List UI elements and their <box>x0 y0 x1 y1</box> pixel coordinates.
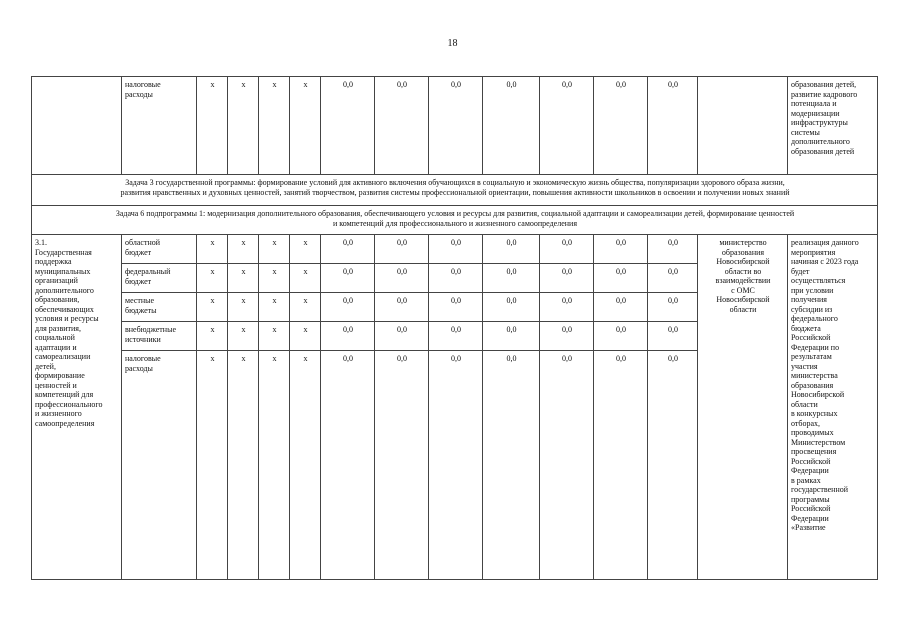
funding-source: федеральный бюджет <box>122 264 197 293</box>
x-mark: x <box>290 235 321 264</box>
value-cell: 0,0 <box>375 264 429 293</box>
x-mark: x <box>290 322 321 351</box>
task-row <box>32 175 878 206</box>
value-cell: 0,0 <box>594 235 648 264</box>
value-cell: 0,0 <box>540 77 594 175</box>
x-mark: x <box>228 322 259 351</box>
value-cell: 0,0 <box>321 322 375 351</box>
value-cell: 0,0 <box>540 322 594 351</box>
measure-name: 3.1. Государственная поддержка муниципальных организаций дополнительного образования, обеспечивающих условия и ресурсы для развития, социальной адаптации и самореализации детей, формирование ценностей и компетенций для профессионального и жизненного самоопределения <box>32 235 122 580</box>
value-cell: 0,0 <box>594 77 648 175</box>
value-cell: 0,0 <box>321 351 375 580</box>
value-cell: 0,0 <box>648 293 698 322</box>
value-cell: 0,0 <box>429 351 483 580</box>
funding-source: областной бюджет <box>122 235 197 264</box>
value-cell: 0,0 <box>429 235 483 264</box>
x-mark: x <box>228 293 259 322</box>
value-cell: 0,0 <box>648 77 698 175</box>
funding-source: внебюджетные источники <box>122 322 197 351</box>
expected-result: реализация данного мероприятия начиная с 2023 года будет осуществляться при условии получения субсидии из федерального бюджета Российской Федерации по результатам участия министерства образования Новосибирской области в конкурсных отборах, проводимых Министерством просвещения Российской Федерации в рамках государственной программы Российской Федерации «Развитие <box>788 235 878 580</box>
x-mark: x <box>228 235 259 264</box>
value-cell: 0,0 <box>483 77 540 175</box>
x-mark: x <box>290 264 321 293</box>
value-cell: 0,0 <box>540 293 594 322</box>
funding-source: местные бюджеты <box>122 293 197 322</box>
x-mark: x <box>259 235 290 264</box>
page-number: 18 <box>447 38 458 49</box>
task-6-heading: Задача 6 подпрограммы 1: модернизация дополнительного образования, обеспечивающего условия и ресурсы для развития, социальной адаптации и самореализации детей, формирование ценностей и компетенций для профессионального и жизненного самоопределения <box>32 206 878 235</box>
value-cell: 0,0 <box>375 235 429 264</box>
x-mark: x <box>197 322 228 351</box>
value-cell: 0,0 <box>321 77 375 175</box>
funding-source: налоговые расходы <box>122 77 197 175</box>
x-mark: x <box>290 293 321 322</box>
x-mark: x <box>197 235 228 264</box>
value-cell: 0,0 <box>429 322 483 351</box>
value-cell: 0,0 <box>540 264 594 293</box>
program-table <box>31 76 878 580</box>
value-cell: 0,0 <box>375 77 429 175</box>
value-cell: 0,0 <box>375 351 429 580</box>
value-cell: 0,0 <box>594 322 648 351</box>
value-cell: 0,0 <box>429 264 483 293</box>
value-cell: 0,0 <box>648 322 698 351</box>
value-cell: 0,0 <box>648 351 698 580</box>
value-cell: 0,0 <box>483 322 540 351</box>
x-mark: x <box>197 264 228 293</box>
x-mark: x <box>197 293 228 322</box>
value-cell: 0,0 <box>321 293 375 322</box>
x-mark: x <box>197 351 228 580</box>
value-cell: 0,0 <box>594 351 648 580</box>
expected-result: образования детей, развитие кадрового потенциала и модернизации инфраструктуры системы дополнительного образования детей <box>788 77 878 175</box>
value-cell: 0,0 <box>648 264 698 293</box>
value-cell: 0,0 <box>594 264 648 293</box>
x-mark: x <box>290 351 321 580</box>
x-mark: x <box>259 264 290 293</box>
value-cell: 0,0 <box>483 351 540 580</box>
value-cell: 0,0 <box>321 235 375 264</box>
x-mark: x <box>228 77 259 175</box>
x-mark: x <box>259 322 290 351</box>
value-cell: 0,0 <box>375 293 429 322</box>
x-mark: x <box>259 293 290 322</box>
x-mark: x <box>259 77 290 175</box>
funding-source: налоговые расходы <box>122 351 197 580</box>
table-row <box>32 235 878 264</box>
value-cell: 0,0 <box>594 293 648 322</box>
x-mark: x <box>290 77 321 175</box>
value-cell: 0,0 <box>429 293 483 322</box>
value-cell: 0,0 <box>429 77 483 175</box>
executor-cell-empty <box>698 77 788 175</box>
table-row <box>32 77 878 175</box>
x-mark: x <box>228 264 259 293</box>
value-cell: 0,0 <box>483 235 540 264</box>
x-mark: x <box>197 77 228 175</box>
task-3-heading: Задача 3 государственной программы: формирование условий для активного включения обучающихся в социальную и экономическую жизнь общества, популяризации здорового образа жизни, развития нравственных и духовных ценностей, занятий творчеством, развития системы профессиональной ориентации, повышения активности школьников в освоении и получении новых знаний <box>32 175 878 206</box>
value-cell: 0,0 <box>375 322 429 351</box>
value-cell: 0,0 <box>321 264 375 293</box>
value-cell: 0,0 <box>648 235 698 264</box>
task-row <box>32 206 878 235</box>
value-cell: 0,0 <box>483 264 540 293</box>
x-mark: x <box>259 351 290 580</box>
x-mark: x <box>228 351 259 580</box>
measure-cell-empty <box>32 77 122 175</box>
value-cell: 0,0 <box>483 293 540 322</box>
value-cell: 0,0 <box>540 351 594 580</box>
executor: министерство образования Новосибирской области во взаимодействии с ОМС Новосибирской области <box>698 235 788 580</box>
value-cell: 0,0 <box>540 235 594 264</box>
